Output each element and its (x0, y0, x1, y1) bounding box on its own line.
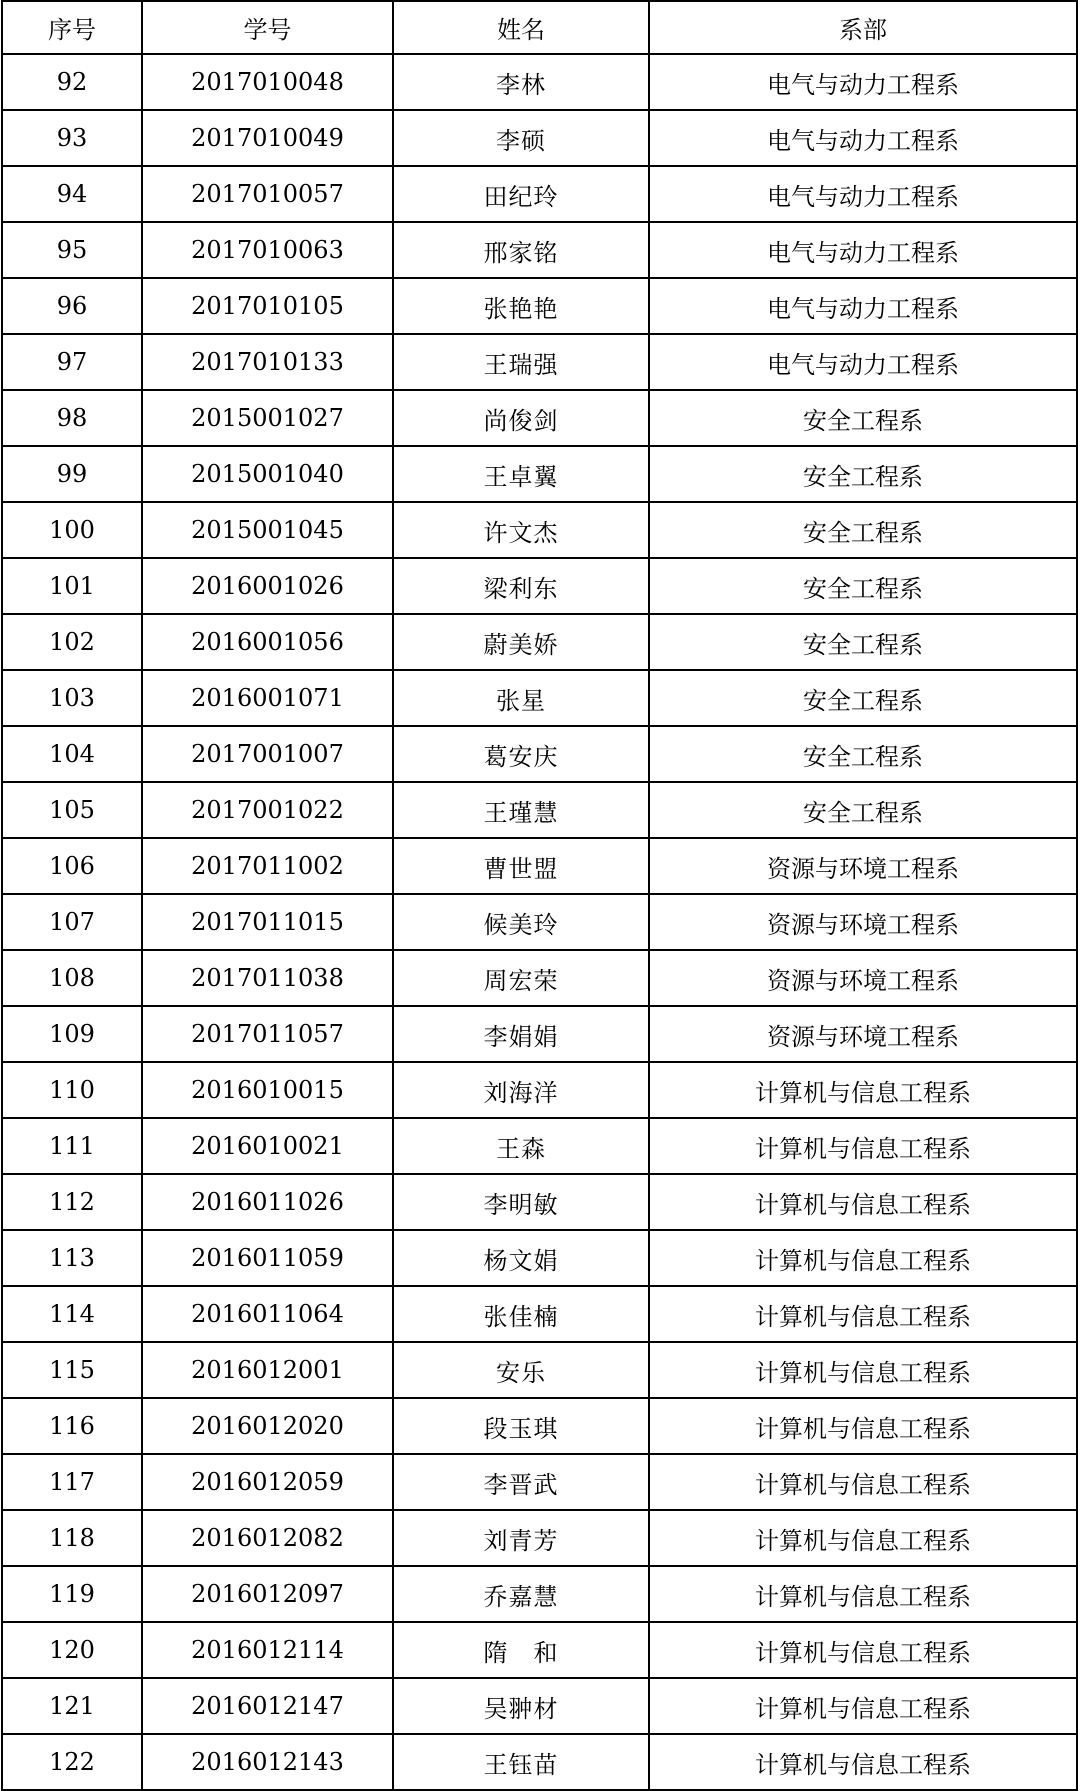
cell-name: 王瑾慧 (393, 782, 649, 838)
cell-department: 电气与动力工程系 (649, 334, 1077, 390)
cell-student-id: 2016012147 (142, 1678, 393, 1734)
cell-department: 安全工程系 (649, 726, 1077, 782)
cell-student-id: 2017011038 (142, 950, 393, 1006)
cell-name: 杨文娟 (393, 1230, 649, 1286)
cell-name: 张佳楠 (393, 1286, 649, 1342)
cell-department: 资源与环境工程系 (649, 1006, 1077, 1062)
table-row (2, 950, 1077, 1006)
cell-student-id: 2016001071 (142, 670, 393, 726)
header-seq: 序号 (2, 1, 142, 54)
cell-student-id: 2016012059 (142, 1454, 393, 1510)
table-row (2, 1734, 1077, 1790)
cell-seq: 113 (2, 1230, 142, 1286)
cell-department: 安全工程系 (649, 614, 1077, 670)
table-body (2, 54, 1077, 1790)
cell-name: 许文杰 (393, 502, 649, 558)
cell-student-id: 2016012143 (142, 1734, 393, 1790)
cell-name: 梁利东 (393, 558, 649, 614)
cell-name: 吴翀材 (393, 1678, 649, 1734)
cell-department: 电气与动力工程系 (649, 222, 1077, 278)
cell-seq: 120 (2, 1622, 142, 1678)
cell-department: 计算机与信息工程系 (649, 1174, 1077, 1230)
table-row (2, 1398, 1077, 1454)
cell-department: 计算机与信息工程系 (649, 1230, 1077, 1286)
cell-department: 计算机与信息工程系 (649, 1510, 1077, 1566)
cell-name: 田纪玲 (393, 166, 649, 222)
cell-name: 王钰苗 (393, 1734, 649, 1790)
cell-student-id: 2016012114 (142, 1622, 393, 1678)
cell-department: 安全工程系 (649, 502, 1077, 558)
cell-name: 李硕 (393, 110, 649, 166)
table-row (2, 54, 1077, 110)
cell-name: 王森 (393, 1118, 649, 1174)
table-row (2, 1454, 1077, 1510)
cell-department: 计算机与信息工程系 (649, 1062, 1077, 1118)
table-row (2, 670, 1077, 726)
cell-name: 候美玲 (393, 894, 649, 950)
header-department: 系部 (649, 1, 1077, 54)
cell-name: 李晋武 (393, 1454, 649, 1510)
cell-department: 计算机与信息工程系 (649, 1286, 1077, 1342)
table-row (2, 782, 1077, 838)
table-row (2, 446, 1077, 502)
cell-name: 刘海洋 (393, 1062, 649, 1118)
cell-department: 计算机与信息工程系 (649, 1398, 1077, 1454)
cell-student-id: 2016011064 (142, 1286, 393, 1342)
cell-name: 葛安庆 (393, 726, 649, 782)
cell-seq: 96 (2, 278, 142, 334)
cell-seq: 105 (2, 782, 142, 838)
cell-name: 李林 (393, 54, 649, 110)
table-row (2, 1566, 1077, 1622)
cell-department: 计算机与信息工程系 (649, 1734, 1077, 1790)
cell-seq: 106 (2, 838, 142, 894)
cell-department: 安全工程系 (649, 782, 1077, 838)
header-name: 姓名 (393, 1, 649, 54)
table-row (2, 222, 1077, 278)
cell-seq: 97 (2, 334, 142, 390)
cell-name: 刘青芳 (393, 1510, 649, 1566)
table-row (2, 1342, 1077, 1398)
cell-name: 曹世盟 (393, 838, 649, 894)
table-row (2, 1118, 1077, 1174)
cell-name: 邢家铭 (393, 222, 649, 278)
cell-seq: 107 (2, 894, 142, 950)
cell-student-id: 2016012082 (142, 1510, 393, 1566)
cell-seq: 118 (2, 1510, 142, 1566)
cell-student-id: 2016010015 (142, 1062, 393, 1118)
cell-student-id: 2017010105 (142, 278, 393, 334)
cell-seq: 102 (2, 614, 142, 670)
cell-student-id: 2016010021 (142, 1118, 393, 1174)
cell-department: 电气与动力工程系 (649, 278, 1077, 334)
cell-department: 电气与动力工程系 (649, 54, 1077, 110)
cell-department: 计算机与信息工程系 (649, 1566, 1077, 1622)
header-student-id: 学号 (142, 1, 393, 54)
cell-seq: 101 (2, 558, 142, 614)
cell-department: 资源与环境工程系 (649, 950, 1077, 1006)
cell-name: 段玉琪 (393, 1398, 649, 1454)
cell-seq: 111 (2, 1118, 142, 1174)
table-row (2, 558, 1077, 614)
cell-name: 王瑞强 (393, 334, 649, 390)
cell-seq: 99 (2, 446, 142, 502)
cell-name: 隋 和 (393, 1622, 649, 1678)
cell-student-id: 2016001026 (142, 558, 393, 614)
cell-department: 资源与环境工程系 (649, 894, 1077, 950)
cell-seq: 114 (2, 1286, 142, 1342)
table-row (2, 1510, 1077, 1566)
cell-student-id: 2017001022 (142, 782, 393, 838)
table-row (2, 502, 1077, 558)
cell-name: 蔚美娇 (393, 614, 649, 670)
table-row (2, 1230, 1077, 1286)
table-row (2, 1062, 1077, 1118)
table-row (2, 1622, 1077, 1678)
cell-seq: 109 (2, 1006, 142, 1062)
table-row (2, 390, 1077, 446)
cell-student-id: 2017010048 (142, 54, 393, 110)
cell-seq: 108 (2, 950, 142, 1006)
student-roster-table (1, 0, 1078, 1791)
cell-name: 周宏荣 (393, 950, 649, 1006)
cell-student-id: 2015001027 (142, 390, 393, 446)
header-row (2, 1, 1077, 54)
cell-seq: 116 (2, 1398, 142, 1454)
cell-student-id: 2016012097 (142, 1566, 393, 1622)
cell-department: 电气与动力工程系 (649, 166, 1077, 222)
cell-student-id: 2017010049 (142, 110, 393, 166)
cell-department: 计算机与信息工程系 (649, 1342, 1077, 1398)
cell-student-id: 2015001045 (142, 502, 393, 558)
cell-name: 安乐 (393, 1342, 649, 1398)
cell-seq: 103 (2, 670, 142, 726)
table-row (2, 278, 1077, 334)
cell-name: 尚俊剑 (393, 390, 649, 446)
cell-seq: 94 (2, 166, 142, 222)
cell-department: 计算机与信息工程系 (649, 1118, 1077, 1174)
cell-name: 李娟娟 (393, 1006, 649, 1062)
cell-seq: 100 (2, 502, 142, 558)
table-row (2, 1286, 1077, 1342)
table-row (2, 726, 1077, 782)
cell-seq: 104 (2, 726, 142, 782)
table-row (2, 1174, 1077, 1230)
cell-seq: 110 (2, 1062, 142, 1118)
cell-department: 电气与动力工程系 (649, 110, 1077, 166)
cell-department: 计算机与信息工程系 (649, 1454, 1077, 1510)
cell-name: 乔嘉慧 (393, 1566, 649, 1622)
cell-student-id: 2015001040 (142, 446, 393, 502)
cell-student-id: 2016001056 (142, 614, 393, 670)
cell-seq: 112 (2, 1174, 142, 1230)
cell-seq: 115 (2, 1342, 142, 1398)
cell-student-id: 2016012020 (142, 1398, 393, 1454)
table-row (2, 334, 1077, 390)
cell-department: 资源与环境工程系 (649, 838, 1077, 894)
cell-seq: 117 (2, 1454, 142, 1510)
cell-student-id: 2017011015 (142, 894, 393, 950)
table-row (2, 894, 1077, 950)
cell-seq: 121 (2, 1678, 142, 1734)
cell-department: 安全工程系 (649, 670, 1077, 726)
cell-seq: 95 (2, 222, 142, 278)
cell-department: 安全工程系 (649, 558, 1077, 614)
cell-name: 王卓翼 (393, 446, 649, 502)
cell-department: 计算机与信息工程系 (649, 1678, 1077, 1734)
cell-student-id: 2017010133 (142, 334, 393, 390)
table-row (2, 166, 1077, 222)
cell-name: 张星 (393, 670, 649, 726)
cell-name: 张艳艳 (393, 278, 649, 334)
cell-student-id: 2016011026 (142, 1174, 393, 1230)
cell-name: 李明敏 (393, 1174, 649, 1230)
cell-student-id: 2017010057 (142, 166, 393, 222)
table-row (2, 614, 1077, 670)
cell-seq: 119 (2, 1566, 142, 1622)
table-row (2, 110, 1077, 166)
cell-department: 计算机与信息工程系 (649, 1622, 1077, 1678)
cell-student-id: 2016012001 (142, 1342, 393, 1398)
table-row (2, 1006, 1077, 1062)
cell-seq: 92 (2, 54, 142, 110)
cell-department: 安全工程系 (649, 390, 1077, 446)
cell-student-id: 2017011002 (142, 838, 393, 894)
cell-student-id: 2016011059 (142, 1230, 393, 1286)
cell-seq: 93 (2, 110, 142, 166)
table-row (2, 838, 1077, 894)
cell-department: 安全工程系 (649, 446, 1077, 502)
table-row (2, 1678, 1077, 1734)
cell-student-id: 2017010063 (142, 222, 393, 278)
cell-seq: 122 (2, 1734, 142, 1790)
cell-student-id: 2017011057 (142, 1006, 393, 1062)
cell-seq: 98 (2, 390, 142, 446)
table-header (2, 1, 1077, 54)
cell-student-id: 2017001007 (142, 726, 393, 782)
